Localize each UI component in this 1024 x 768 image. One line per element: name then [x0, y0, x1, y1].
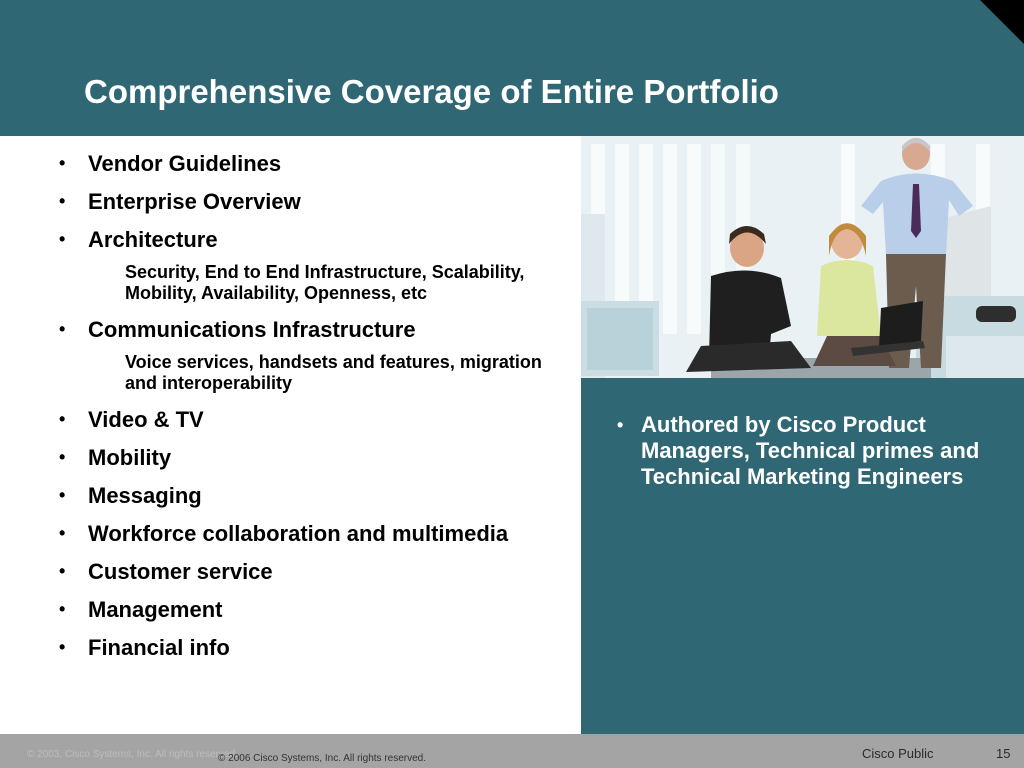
- topic-item: [58, 408, 568, 431]
- subtopic-text: Security, End to End Infrastructure, Scalability, Mobility, Availability, Openness, etc: [125, 262, 525, 303]
- copyright: © 2006 Cisco Systems, Inc. All rights reserved.: [218, 753, 427, 764]
- topic-text: Financial info: [88, 635, 230, 660]
- bullet-icon: •: [59, 447, 66, 467]
- footer-bar: [0, 734, 1024, 768]
- topic-item: [58, 598, 568, 621]
- topic-item: [58, 318, 568, 341]
- page-number: 15: [996, 746, 1011, 761]
- subtopic-text: Voice services, handsets and features, migration and interoperability: [125, 352, 542, 393]
- topic-text: Video & TV: [88, 407, 204, 432]
- topic-text: Architecture: [88, 227, 218, 252]
- bullet-icon: •: [617, 415, 624, 435]
- topic-item: [58, 228, 568, 251]
- slide-title: Comprehensive Coverage of Entire Portfolio: [84, 73, 779, 110]
- bullet-icon: •: [59, 637, 66, 657]
- topic-item: [58, 152, 568, 175]
- topic-item: [58, 560, 568, 583]
- team-photo-illustration: [581, 136, 1024, 378]
- bullet-icon: •: [59, 319, 66, 339]
- topic-list: [58, 152, 568, 659]
- topic-text: Enterprise Overview: [88, 189, 301, 214]
- topic-text: Vendor Guidelines: [88, 151, 282, 176]
- team-photo: [581, 136, 1024, 378]
- bullet-icon: •: [59, 561, 66, 581]
- bullet-icon: •: [59, 409, 66, 429]
- topic-text: Mobility: [88, 445, 172, 470]
- topic-item: [58, 190, 568, 213]
- bullet-icon: •: [59, 485, 66, 505]
- bullet-icon: •: [59, 599, 66, 619]
- topic-text: Management: [88, 597, 223, 622]
- authorship-text: Authored by Cisco Product Managers, Technical primes and Technical Marketing Engineers: [641, 412, 980, 489]
- bullet-icon: •: [59, 523, 66, 543]
- topic-text: Customer service: [88, 559, 273, 584]
- bullet-icon: •: [59, 191, 66, 211]
- bullet-icon: •: [59, 153, 66, 173]
- bullet-icon: •: [59, 229, 66, 249]
- topic-text: Communications Infrastructure: [88, 317, 416, 342]
- corner-triangle: [980, 0, 1024, 44]
- topic-item: [58, 636, 568, 659]
- topic-item: [58, 522, 568, 545]
- subtopic-item: [58, 262, 568, 304]
- classification-label: Cisco Public: [862, 746, 934, 761]
- authorship-list: [617, 412, 997, 490]
- topic-text: Workforce collaboration and multimedia: [88, 521, 509, 546]
- topic-item: [58, 484, 568, 507]
- title-bar: [0, 0, 1024, 136]
- topic-item: [58, 446, 568, 469]
- subtopic-item: [58, 352, 568, 394]
- authorship-panel: [581, 136, 1024, 734]
- topic-text: Messaging: [88, 483, 202, 508]
- authorship-item: [617, 412, 997, 490]
- ghost-copyright: © 2003, Cisco Systems, Inc. All rights reserved.: [27, 749, 238, 760]
